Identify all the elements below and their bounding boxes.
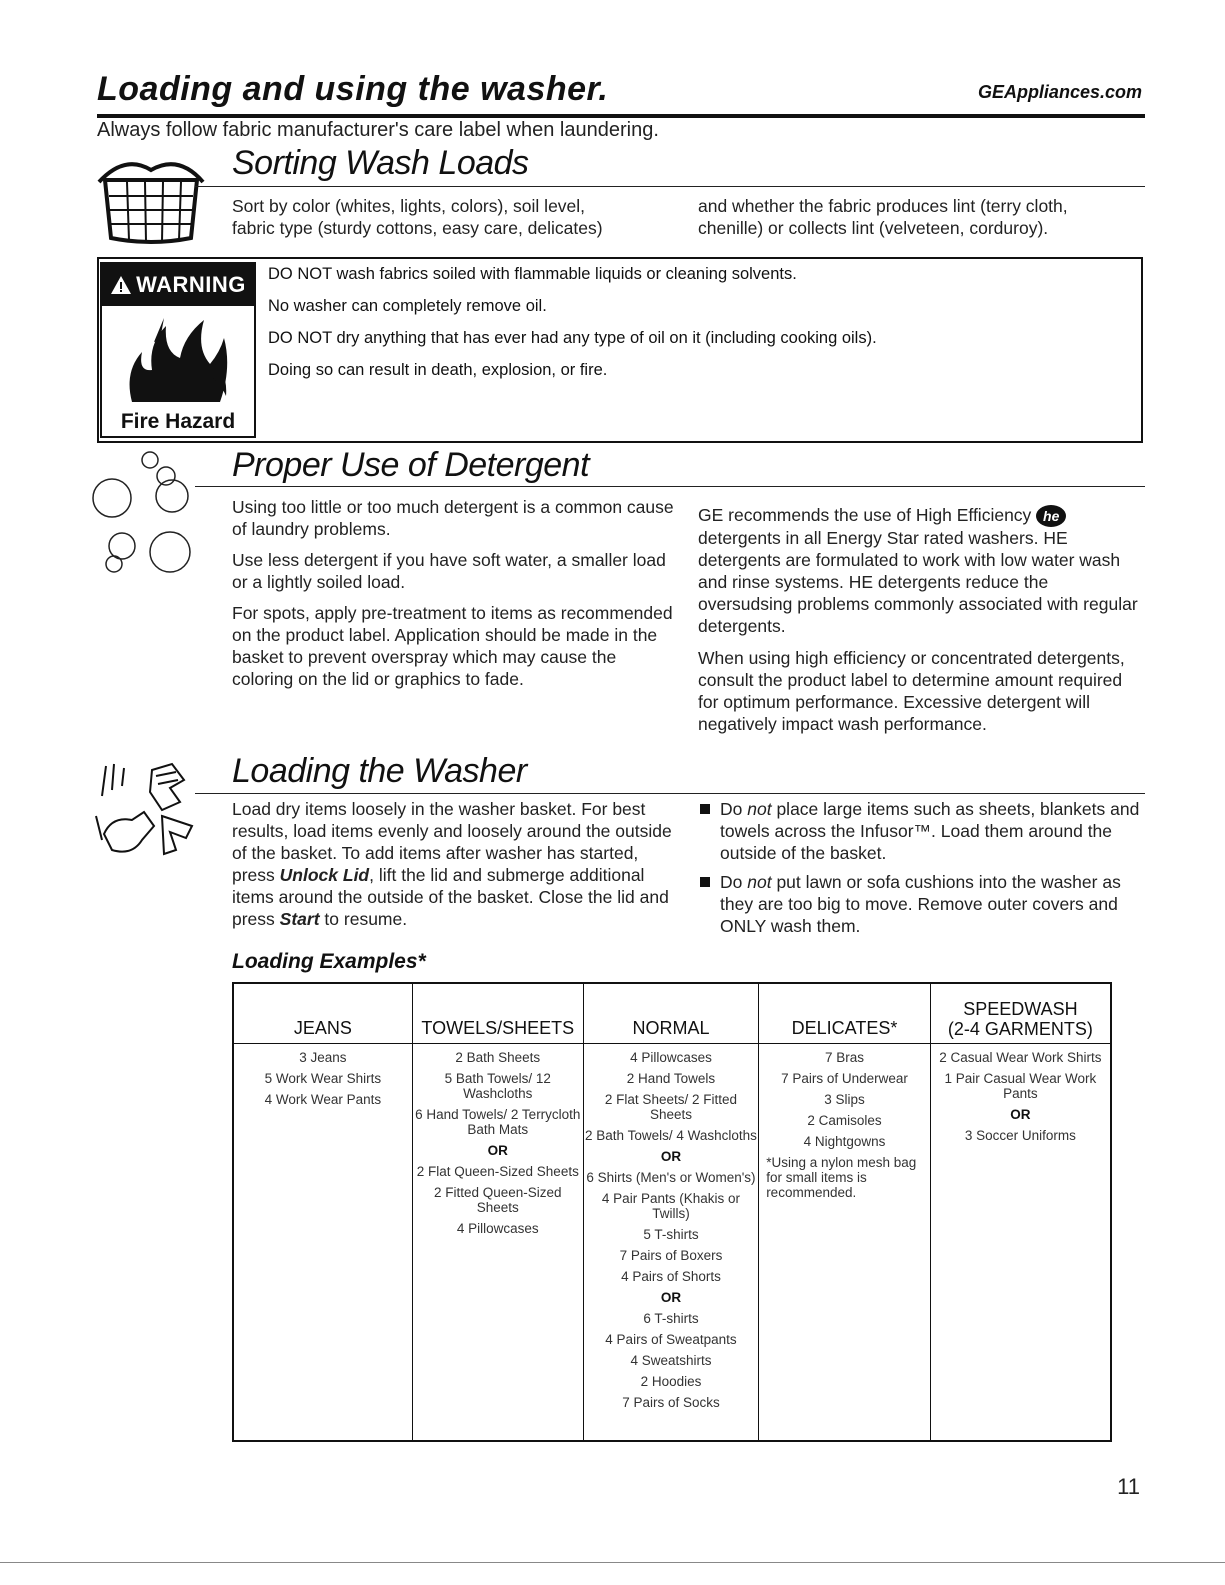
load-item: 3 Soccer Uniforms (964, 1128, 1076, 1143)
he-logo-icon: he (1036, 505, 1066, 527)
bullet-emphasis: not (747, 799, 772, 819)
load-item: 4 Sweatshirts (630, 1353, 712, 1368)
load-item: 5 T-shirts (643, 1227, 699, 1242)
load-item: 4 Nightgowns (803, 1134, 886, 1149)
column-header-towels: TOWELS/SHEETS (412, 983, 583, 1044)
column-cell-normal (583, 1044, 758, 1442)
sorting-right-line: chenille) or collects lint (velveteen, corduroy). (698, 218, 1049, 238)
or-separator: OR (660, 1290, 682, 1305)
detergent-paragraph-2: When using high efficiency or concentrated detergents, consult the product label to determine amount required for optimum performance. Excessive detergent will negatively impact wash performance. (698, 648, 1125, 735)
load-item: 4 Pairs of Sweatpants (605, 1332, 737, 1347)
load-item: 4 Pillowcases (630, 1050, 712, 1065)
warning-triangle-icon (110, 275, 132, 295)
load-item: 7 Bras (824, 1050, 865, 1065)
load-item: 2 Casual Wear Work Shirts (939, 1050, 1102, 1065)
warning-label (102, 264, 254, 306)
load-item: 2 Camisoles (807, 1113, 882, 1128)
site-url: GEAppliances.com (977, 82, 1142, 102)
load-item: 2 Flat Queen-Sized Sheets (416, 1164, 579, 1179)
detergent-paragraph: Using too little or too much detergent is a common cause of laundry problems. (232, 497, 674, 539)
bullet-item (698, 798, 1143, 864)
column-cell-jeans (233, 1044, 412, 1442)
clothes-icon (92, 760, 204, 860)
bullet-text: put lawn or sofa cushions into the washer as they are too big to move. Remove outer covers and ONLY wash them. (720, 872, 1121, 936)
warning-badge (100, 262, 256, 438)
title-rule (97, 114, 1145, 118)
load-item: 2 Hoodies (640, 1374, 702, 1389)
load-item: 5 Bath Towels/ 12 Washcloths (444, 1071, 551, 1101)
warning-text: WARNING (136, 272, 246, 297)
load-item: 7 Pairs of Boxers (619, 1248, 723, 1263)
bubbles-icon (92, 450, 202, 580)
load-item: 2 Bath Sheets (455, 1050, 541, 1065)
warning-line: DO NOT wash fabrics soiled with flammable liquids or cleaning solvents. (268, 265, 797, 283)
bullet-text: Do (720, 799, 743, 819)
loading-heading: Loading the Washer (232, 752, 527, 790)
sorting-left-line: fabric type (sturdy cottons, easy care, delicates) (232, 218, 603, 238)
page-title: Loading and using the washer. (97, 70, 609, 108)
load-item: 4 Pairs of Shorts (621, 1269, 721, 1284)
load-item: 6 Shirts (Men's or Women's) (586, 1170, 756, 1185)
loading-text-part: Load dry items loosely in the washer basket. For best results, load items evenly and loosely around the outside of the basket. To add items after washer has started, press (232, 799, 672, 885)
warning-lines (268, 264, 877, 392)
load-item: 4 Pillowcases (456, 1221, 539, 1236)
sorting-left-text (232, 195, 672, 239)
warning-line: DO NOT dry anything that has ever had any type of oil on it (including cooking oils). (268, 329, 877, 347)
sorting-left-line: Sort by color (whites, lights, colors), soil level, (232, 196, 586, 216)
page-subtitle: Always follow fabric manufacturer's care label when laundering. (97, 119, 659, 141)
or-separator: OR (1010, 1107, 1031, 1122)
load-item: 7 Pairs of Underwear (781, 1071, 908, 1086)
detergent-heading: Proper Use of Detergent (232, 446, 590, 484)
sorting-rule (195, 186, 1145, 187)
column-header-delicates: DELICATES* (759, 983, 931, 1044)
load-item: *Using a nylon mesh bag for small items is recommended. (766, 1155, 917, 1200)
column-header-speedwash: SPEEDWASH (2-4 GARMENTS) (930, 983, 1111, 1044)
loading-bullets (698, 798, 1143, 944)
bullet-emphasis: not (747, 872, 772, 892)
load-item: 1 Pair Casual Wear Work Pants (944, 1071, 1097, 1101)
column-cell-delicates (759, 1044, 931, 1442)
load-item: 2 Bath Towels/ 4 Washcloths (585, 1128, 757, 1143)
sorting-heading: Sorting Wash Loads (232, 144, 529, 182)
or-separator: OR (660, 1149, 682, 1164)
detergent-right-text (698, 504, 1143, 744)
loading-examples-title: Loading Examples* (232, 950, 426, 973)
laundry-basket-icon (95, 150, 207, 245)
load-item: 5 Work Wear Shirts (264, 1071, 382, 1086)
sorting-right-line: and whether the fabric produces lint (terry cloth, (698, 196, 1068, 216)
loading-left-text (232, 798, 677, 930)
detergent-paragraph: Use less detergent if you have soft water, a smaller load or a lightly soiled load. (232, 550, 666, 592)
unlock-lid-label: Unlock Lid (279, 865, 370, 885)
loading-examples-table (232, 982, 1112, 1442)
load-item: 7 Pairs of Socks (622, 1395, 720, 1410)
fire-hazard-label: Fire Hazard (120, 410, 236, 433)
detergent-he-intro: GE recommends the use of High Efficiency (698, 505, 1032, 525)
load-item: 2 Fitted Queen-Sized Sheets (433, 1185, 562, 1215)
column-header-normal: NORMAL (583, 983, 758, 1044)
loading-rule (195, 793, 1145, 794)
load-item: 4 Work Wear Pants (264, 1092, 382, 1107)
bottom-rule (0, 1562, 1225, 1563)
detergent-he-text: detergents in all Energy Star rated washers. HE detergents are formulated to work with low water wash and rinse systems. HE detergents reduce the oversudsing problems commonly associated with regular detergents. (698, 528, 1138, 637)
bullet-text: place large items such as sheets, blankets and towels across the Infusor™. Load them around the outside of the basket. (720, 799, 1140, 863)
column-header-jeans: JEANS (233, 983, 412, 1044)
start-label: Start (279, 909, 320, 929)
load-item: 2 Hand Towels (626, 1071, 716, 1086)
page-number: 11 (1117, 1474, 1140, 1499)
detergent-paragraph: For spots, apply pre-treatment to items as recommended on the product label. Application should be made in the basket to prevent overspray which may cause the coloring on the lid or graphics to fade. (232, 603, 673, 689)
load-item: 6 T-shirts (643, 1311, 699, 1326)
bullet-text: Do (720, 872, 743, 892)
load-item: 4 Pair Pants (Khakis or Twills) (601, 1191, 740, 1221)
detergent-left-text (232, 496, 677, 699)
or-separator: OR (487, 1143, 508, 1158)
detergent-rule (195, 486, 1145, 487)
column-cell-towels (412, 1044, 583, 1442)
load-item: 3 Slips (824, 1092, 865, 1107)
warning-line: No washer can completely remove oil. (268, 297, 547, 315)
bullet-item (698, 871, 1143, 937)
fire-icon (124, 312, 234, 404)
load-item: 2 Flat Sheets/ 2 Fitted Sheets (604, 1092, 737, 1122)
column-cell-speedwash (930, 1044, 1111, 1442)
load-item: 3 Jeans (299, 1050, 347, 1065)
loading-text-part: , lift the lid and submerge additional items around the outside of the basket. Close the lid and press (232, 865, 669, 929)
sorting-right-text (698, 195, 1138, 239)
load-item: 6 Hand Towels/ 2 Terrycloth Bath Mats (415, 1107, 581, 1137)
loading-text-part: to resume. (324, 909, 408, 929)
warning-line: Doing so can result in death, explosion, or fire. (268, 361, 608, 379)
